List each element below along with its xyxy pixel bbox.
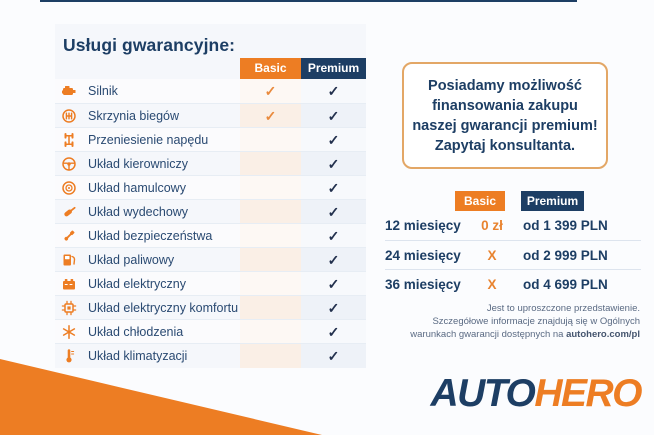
basic-checkmark [240, 248, 301, 272]
service-row [55, 199, 366, 223]
basic-checkmark [240, 224, 301, 248]
services-column-header-premium: Premium [301, 58, 366, 79]
pricing-column-header-premium: Premium [521, 191, 584, 211]
premium-checkmark: ✓ [327, 108, 340, 124]
service-row [55, 343, 366, 367]
promo-line: Zapytaj konsultanta. [434, 137, 576, 154]
drivetrain-icon [61, 132, 77, 148]
service-row [55, 223, 366, 247]
services-panel [55, 24, 366, 368]
logo-hero-text: HERO [534, 372, 641, 415]
pricing-premium-value: od 1 399 PLN [523, 218, 608, 233]
services-column-header-basic: Basic [240, 58, 301, 79]
logo-auto-text: AUTO [430, 372, 535, 415]
service-label: Silnik [88, 84, 118, 98]
top-accent-line [40, 0, 577, 2]
pricing-row [385, 240, 641, 269]
autohero-logo [431, 372, 641, 416]
service-row [55, 103, 366, 127]
basic-checkmark [240, 296, 301, 320]
pricing-rows [385, 211, 641, 298]
service-label: Skrzynia biegów [88, 108, 180, 123]
disclaimer-url: autohero.com/pl [566, 329, 640, 340]
service-row [55, 247, 366, 271]
pricing-period-label: 24 miesięcy [385, 247, 461, 263]
service-label: Układ kierowniczy [88, 156, 189, 171]
pricing-basic-value: 0 zł [481, 218, 503, 233]
pricing-row [385, 269, 641, 298]
disclaimer-text [340, 302, 640, 341]
service-row [55, 127, 366, 151]
financing-promo-box [402, 62, 608, 169]
page-title: Usługi gwarancyjne: [63, 35, 236, 55]
service-row [55, 319, 366, 343]
pricing-column-header-basic: Basic [455, 191, 505, 211]
service-row [55, 295, 366, 319]
premium-checkmark: ✓ [327, 228, 340, 244]
basic-checkmark: ✓ [264, 108, 277, 124]
service-row [55, 151, 366, 175]
basic-checkmark [240, 320, 301, 344]
brake-disc-icon [61, 180, 77, 196]
disclaimer-line3: warunkach gwarancji dostępnych na [410, 329, 567, 340]
service-row [55, 271, 366, 295]
service-label: Układ hamulcowy [88, 180, 186, 195]
pricing-period-label: 12 miesięcy [385, 218, 461, 233]
pricing-row [385, 211, 641, 240]
promo-line: finansowania zakupu [432, 97, 578, 114]
battery-icon [61, 276, 77, 292]
basic-checkmark [240, 272, 301, 296]
pricing-basic-value: X [487, 247, 497, 263]
promo-line: naszej gwarancji premium! [412, 117, 598, 134]
basic-checkmark [240, 344, 301, 368]
basic-checkmark [240, 152, 301, 176]
premium-checkmark: ✓ [327, 252, 340, 268]
premium-checkmark: ✓ [327, 83, 340, 99]
pricing-premium-value: od 2 999 PLN [523, 247, 608, 263]
service-label: Układ chłodzenia [88, 324, 184, 339]
premium-checkmark: ✓ [327, 132, 340, 148]
disclaimer-line1: Jest to uproszczone przedstawienie. [486, 303, 640, 314]
services-rows [55, 79, 366, 367]
exhaust-icon [61, 204, 77, 220]
orange-corner-wedge [0, 359, 322, 435]
service-label: Układ bezpieczeństwa [88, 228, 213, 243]
service-label: Układ paliwowy [88, 252, 175, 267]
basic-checkmark [240, 176, 301, 200]
service-label: Układ elektryczny [88, 276, 186, 291]
service-label: Układ wydechowy [88, 204, 189, 219]
service-label: Układ klimatyzacji [88, 348, 188, 363]
engine-icon [61, 83, 77, 99]
chip-icon [61, 300, 77, 316]
promo-line: Posiadamy możliwość [428, 77, 582, 94]
spark-plug-icon [61, 228, 77, 244]
pricing-basic-value: X [487, 276, 497, 292]
premium-checkmark: ✓ [327, 300, 340, 316]
basic-checkmark [240, 200, 301, 224]
pricing-period-label: 36 miesięcy [385, 276, 461, 292]
premium-checkmark: ✓ [327, 324, 340, 340]
service-row [55, 79, 366, 103]
fuel-pump-icon [61, 252, 77, 268]
service-label: Układ elektryczny komfortu [88, 300, 239, 315]
disclaimer-line2: Szczegółowe informacje znajdują się w Ogólnych [432, 316, 640, 327]
service-label: Przeniesienie napędu [88, 132, 209, 147]
basic-checkmark: ✓ [264, 83, 277, 99]
pricing-premium-value: od 4 699 PLN [523, 276, 608, 292]
snowflake-icon [61, 324, 77, 340]
premium-checkmark: ✓ [327, 348, 340, 364]
basic-checkmark [240, 128, 301, 152]
service-row [55, 175, 366, 199]
premium-checkmark: ✓ [327, 156, 340, 172]
premium-checkmark: ✓ [327, 180, 340, 196]
thermometer-icon [61, 348, 77, 364]
gearbox-icon [61, 108, 77, 124]
premium-checkmark: ✓ [327, 204, 340, 220]
premium-checkmark: ✓ [327, 276, 340, 292]
steering-wheel-icon [61, 156, 77, 172]
